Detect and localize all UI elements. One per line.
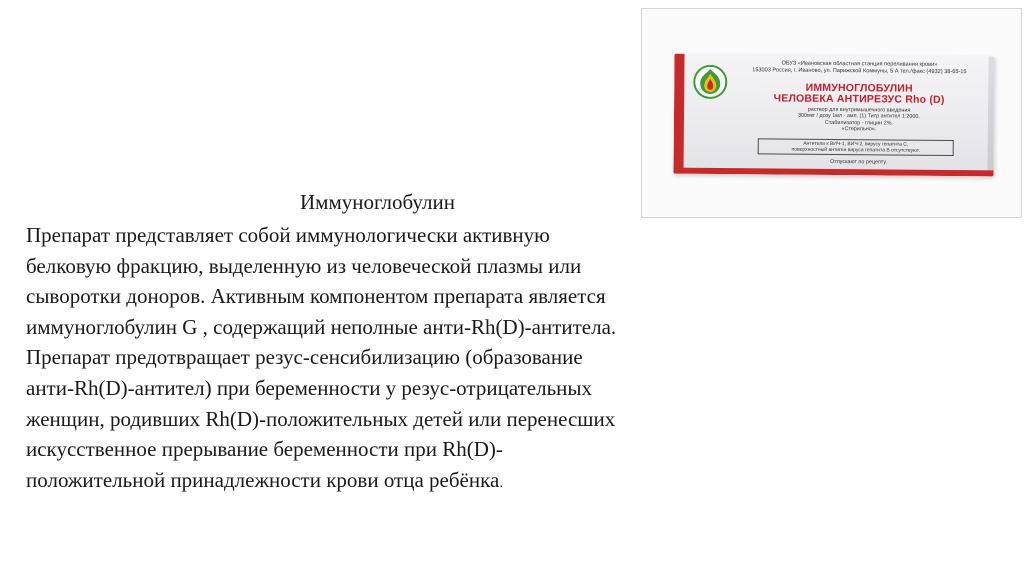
body-text-final-period: . (499, 473, 504, 490)
box-desc-line: «Стерильно». (841, 126, 877, 133)
box-red-stripe-left (673, 54, 684, 174)
box-warning-frame (758, 138, 954, 156)
box-product-title (734, 82, 984, 106)
body-text-line: белковую фракцию, выделенную из человеческой плазмы или (26, 253, 582, 278)
box-warning-line: Антитела к ВИЧ-1, ВИЧ-2, вирусу гепатита С, (803, 140, 909, 148)
box-desc-line: раствор для внутримышечного введения (807, 106, 911, 114)
body-text-last-words: положительной принадлежности крови отца ребёнка (26, 467, 500, 492)
box-warning-line: поверхностный антиген вируса гепатита В отсутствуют. (791, 146, 920, 154)
box-header-line: 153003 Россия, г. Иваново, ул. Парижской Коммуны, 5 А тел./факс (4932) 38-65-15 (752, 67, 967, 76)
box-manufacturer-header (734, 60, 984, 76)
box-desc-line: 300мкг / дозу 1мл - амп. (1) Титр антител 1:2000. (798, 113, 920, 121)
body-text-line: иммуноглобулин G , содержащий неполные анти-Rh(D)-антитела. (26, 314, 617, 339)
body-text-line: Препарат представляет собой иммунологически активную (26, 223, 550, 247)
body-text-last-line (26, 465, 806, 498)
medicine-box-photo (673, 54, 994, 177)
body-text-line: женщин, родивших Rh(D)-положительных детей или перенесших (26, 406, 616, 431)
box-title-line: ЧЕЛОВЕКА АНТИРЕЗУС Rho (D) (773, 92, 945, 106)
box-side-edge (987, 56, 994, 176)
box-desc-line: Стабилизатор - глицин 2%. (824, 119, 893, 127)
body-text-line: Препарат предотвращает резус-сенсибилизацию (образование (26, 345, 583, 370)
body-text-line: сыворотки доноров. Активным компонентом препарата является (26, 284, 606, 309)
box-title-line: ИММУНОГЛОБУЛИН (805, 81, 913, 95)
box-header-line: ОБУЗ «Ивановская областная станция переливания крови» (781, 60, 938, 68)
box-description (734, 106, 984, 134)
slide-body-text (26, 220, 806, 497)
slide-heading: Иммуноглобулин (300, 190, 455, 214)
body-text-line: анти-Rh(D)-антител) при беременности у резус-отрицательных (26, 375, 592, 400)
body-text-line: искусственное прерывание беременности при Rh(D)- (26, 437, 503, 462)
box-prescription-note: Отпускают по рецепту. (830, 158, 888, 166)
blood-station-logo-icon (692, 64, 728, 100)
